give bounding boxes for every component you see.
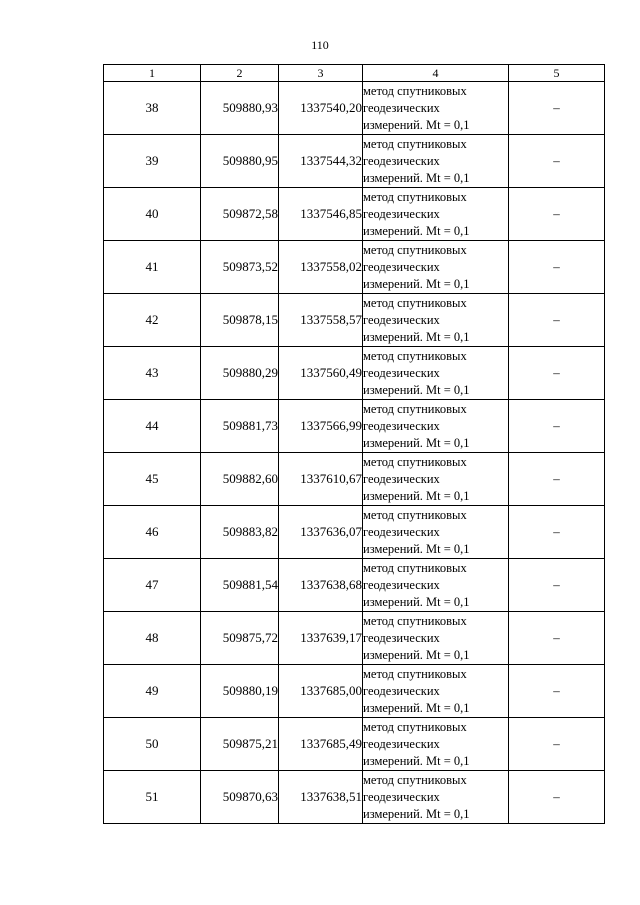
- table-row: [104, 559, 605, 612]
- x-coordinate-cell: 509872,58: [201, 188, 279, 241]
- method-cell: [363, 188, 509, 241]
- method-cell: [363, 506, 509, 559]
- y-coordinate-cell: 1337636,07: [279, 506, 363, 559]
- x-coordinate-cell: 509881,73: [201, 400, 279, 453]
- table-header-row: [104, 65, 605, 82]
- table-row: [104, 82, 605, 135]
- method-line: измерений. Mt = 0,1: [363, 488, 470, 503]
- table-row: [104, 718, 605, 771]
- y-coordinate-cell: 1337638,51: [279, 771, 363, 824]
- method-line: геодезических: [363, 365, 440, 380]
- y-coordinate-cell: 1337638,68: [279, 559, 363, 612]
- point-number-cell: 49: [104, 665, 201, 718]
- method-line: метод спутниковых: [363, 454, 467, 469]
- method-line: метод спутниковых: [363, 401, 467, 416]
- method-line: метод спутниковых: [363, 719, 467, 734]
- y-coordinate-cell: 1337558,02: [279, 241, 363, 294]
- note-cell: –: [509, 188, 605, 241]
- note-cell: –: [509, 718, 605, 771]
- point-number-cell: 40: [104, 188, 201, 241]
- x-coordinate-cell: 509873,52: [201, 241, 279, 294]
- table-row: [104, 347, 605, 400]
- point-number-cell: 51: [104, 771, 201, 824]
- method-line: метод спутниковых: [363, 83, 467, 98]
- note-cell: –: [509, 612, 605, 665]
- y-coordinate-cell: 1337540,20: [279, 82, 363, 135]
- method-line: измерений. Mt = 0,1: [363, 753, 470, 768]
- note-cell: –: [509, 400, 605, 453]
- y-coordinate-cell: 1337685,00: [279, 665, 363, 718]
- table-row: [104, 241, 605, 294]
- method-cell: [363, 612, 509, 665]
- method-line: метод спутниковых: [363, 242, 467, 257]
- method-line: измерений. Mt = 0,1: [363, 541, 470, 556]
- method-line: геодезических: [363, 471, 440, 486]
- method-line: измерений. Mt = 0,1: [363, 276, 470, 291]
- method-line: измерений. Mt = 0,1: [363, 700, 470, 715]
- point-number-cell: 41: [104, 241, 201, 294]
- x-coordinate-cell: 509883,82: [201, 506, 279, 559]
- y-coordinate-cell: 1337546,85: [279, 188, 363, 241]
- method-line: геодезических: [363, 736, 440, 751]
- method-line: измерений. Mt = 0,1: [363, 594, 470, 609]
- x-coordinate-cell: 509880,93: [201, 82, 279, 135]
- x-coordinate-cell: 509882,60: [201, 453, 279, 506]
- method-line: геодезических: [363, 577, 440, 592]
- method-line: геодезических: [363, 153, 440, 168]
- note-cell: –: [509, 82, 605, 135]
- method-line: измерений. Mt = 0,1: [363, 382, 470, 397]
- y-coordinate-cell: 1337544,32: [279, 135, 363, 188]
- point-number-cell: 48: [104, 612, 201, 665]
- point-number-cell: 47: [104, 559, 201, 612]
- method-line: геодезических: [363, 418, 440, 433]
- y-coordinate-cell: 1337639,17: [279, 612, 363, 665]
- method-cell: [363, 241, 509, 294]
- table-row: [104, 135, 605, 188]
- point-number-cell: 42: [104, 294, 201, 347]
- x-coordinate-cell: 509875,72: [201, 612, 279, 665]
- y-coordinate-cell: 1337685,49: [279, 718, 363, 771]
- note-cell: –: [509, 771, 605, 824]
- x-coordinate-cell: 509875,21: [201, 718, 279, 771]
- note-cell: –: [509, 241, 605, 294]
- x-coordinate-cell: 509870,63: [201, 771, 279, 824]
- table-row: [104, 506, 605, 559]
- x-coordinate-cell: 509880,19: [201, 665, 279, 718]
- method-cell: [363, 135, 509, 188]
- x-coordinate-cell: 509881,54: [201, 559, 279, 612]
- point-number-cell: 39: [104, 135, 201, 188]
- method-line: геодезических: [363, 206, 440, 221]
- method-line: геодезических: [363, 683, 440, 698]
- point-number-cell: 43: [104, 347, 201, 400]
- note-cell: –: [509, 135, 605, 188]
- method-line: метод спутниковых: [363, 295, 467, 310]
- method-line: метод спутниковых: [363, 772, 467, 787]
- header-col-3: 3: [279, 65, 363, 82]
- method-line: геодезических: [363, 524, 440, 539]
- page-number: 110: [311, 38, 329, 52]
- point-number-cell: 46: [104, 506, 201, 559]
- method-line: метод спутниковых: [363, 136, 467, 151]
- table-row: [104, 188, 605, 241]
- method-line: измерений. Mt = 0,1: [363, 647, 470, 662]
- note-cell: –: [509, 347, 605, 400]
- method-cell: [363, 559, 509, 612]
- note-cell: –: [509, 665, 605, 718]
- method-line: метод спутниковых: [363, 348, 467, 363]
- method-line: геодезических: [363, 100, 440, 115]
- method-cell: [363, 771, 509, 824]
- method-line: геодезических: [363, 630, 440, 645]
- method-line: метод спутниковых: [363, 507, 467, 522]
- method-line: геодезических: [363, 789, 440, 804]
- method-cell: [363, 718, 509, 771]
- method-cell: [363, 294, 509, 347]
- table-row: [104, 294, 605, 347]
- method-line: метод спутниковых: [363, 613, 467, 628]
- x-coordinate-cell: 509878,15: [201, 294, 279, 347]
- table-row: [104, 665, 605, 718]
- method-line: измерений. Mt = 0,1: [363, 223, 470, 238]
- table-row: [104, 453, 605, 506]
- coordinates-table: [103, 64, 605, 824]
- header-col-4: 4: [363, 65, 509, 82]
- table-row: [104, 400, 605, 453]
- method-line: метод спутниковых: [363, 560, 467, 575]
- method-cell: [363, 400, 509, 453]
- method-line: геодезических: [363, 312, 440, 327]
- point-number-cell: 44: [104, 400, 201, 453]
- x-coordinate-cell: 509880,95: [201, 135, 279, 188]
- x-coordinate-cell: 509880,29: [201, 347, 279, 400]
- y-coordinate-cell: 1337566,99: [279, 400, 363, 453]
- method-cell: [363, 82, 509, 135]
- method-line: измерений. Mt = 0,1: [363, 329, 470, 344]
- method-cell: [363, 665, 509, 718]
- y-coordinate-cell: 1337610,67: [279, 453, 363, 506]
- table-row: [104, 612, 605, 665]
- y-coordinate-cell: 1337560,49: [279, 347, 363, 400]
- note-cell: –: [509, 506, 605, 559]
- method-line: измерений. Mt = 0,1: [363, 435, 470, 450]
- y-coordinate-cell: 1337558,57: [279, 294, 363, 347]
- header-col-2: 2: [201, 65, 279, 82]
- method-line: измерений. Mt = 0,1: [363, 170, 470, 185]
- method-line: измерений. Mt = 0,1: [363, 117, 470, 132]
- header-col-1: 1: [104, 65, 201, 82]
- point-number-cell: 50: [104, 718, 201, 771]
- note-cell: –: [509, 559, 605, 612]
- method-line: метод спутниковых: [363, 666, 467, 681]
- method-line: геодезических: [363, 259, 440, 274]
- method-line: измерений. Mt = 0,1: [363, 806, 470, 821]
- note-cell: –: [509, 294, 605, 347]
- method-cell: [363, 453, 509, 506]
- point-number-cell: 38: [104, 82, 201, 135]
- method-cell: [363, 347, 509, 400]
- note-cell: –: [509, 453, 605, 506]
- header-col-5: 5: [509, 65, 605, 82]
- table-row: [104, 771, 605, 824]
- method-line: метод спутниковых: [363, 189, 467, 204]
- point-number-cell: 45: [104, 453, 201, 506]
